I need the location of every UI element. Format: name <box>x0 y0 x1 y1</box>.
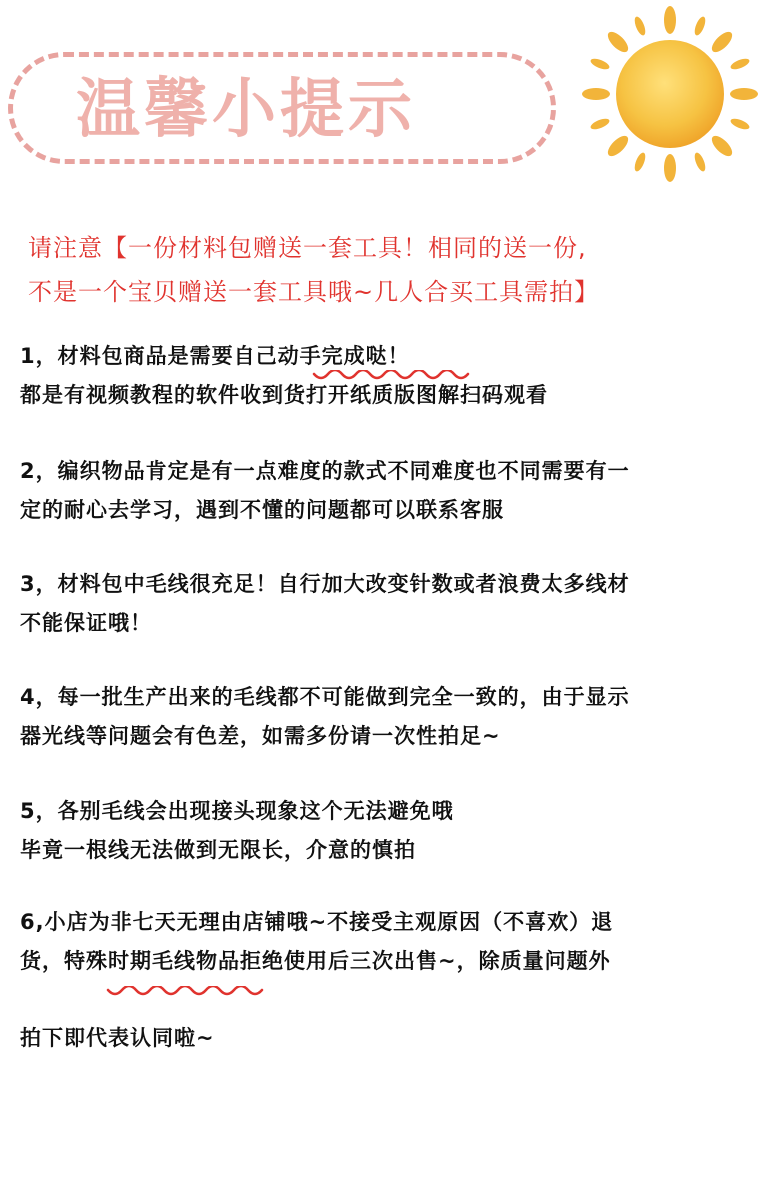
tip-line: 3，材料包中毛线很充足！自行加大改变针数或者浪费太多线材 <box>20 572 630 596</box>
tip-line: 5，各别毛线会出现接头现象这个无法避免哦 <box>20 799 454 823</box>
notice-block <box>28 226 778 314</box>
page-title: 温馨小提示 <box>76 73 416 147</box>
tip-line: 4，每一批生产出来的毛线都不可能做到完全一致的，由于显示 <box>20 685 630 709</box>
tip-item-6 <box>20 903 770 981</box>
tip-line: 拍下即代表认同啦~ <box>20 1026 215 1050</box>
tip-item-2 <box>20 452 770 530</box>
sun-icon <box>570 0 782 200</box>
tip-line: 不能保证哦！ <box>20 611 152 635</box>
tip-item-3 <box>20 565 770 643</box>
notice-line: 不是一个宝贝赠送一套工具哦~几人合买工具需拍】 <box>28 278 600 306</box>
tip-line: 都是有视频教程的软件收到货打开纸质版图解扫码观看 <box>20 383 548 407</box>
tip-line: 定的耐心去学习，遇到不懂的问题都可以联系客服 <box>20 498 504 522</box>
notice-line: 请注意【一份材料包赠送一套工具！相同的送一份, <box>28 234 587 262</box>
wavy-underline <box>106 986 268 1000</box>
wavy-underline <box>312 370 474 384</box>
tip-line: 货，特殊时期毛线物品拒绝使用后三次出售~，除质量问题外 <box>20 949 611 973</box>
tip-line: 1，材料包商品是需要自己动手完成哒！ <box>20 344 410 368</box>
tip-item-4 <box>20 678 770 756</box>
tip-line: 6,小店为非七天无理由店铺哦~不接受主观原因（不喜欢）退 <box>20 910 614 934</box>
sun-core <box>616 40 724 148</box>
tip-item-5 <box>20 792 770 870</box>
tip-line: 2，编织物品肯定是有一点难度的款式不同难度也不同需要有一 <box>20 459 630 483</box>
tip-item-7 <box>20 1019 770 1058</box>
tip-line: 器光线等问题会有色差，如需多份请一次性拍足~ <box>20 724 501 748</box>
tip-line: 毕竟一根线无法做到无限长，介意的慎拍 <box>20 838 416 862</box>
